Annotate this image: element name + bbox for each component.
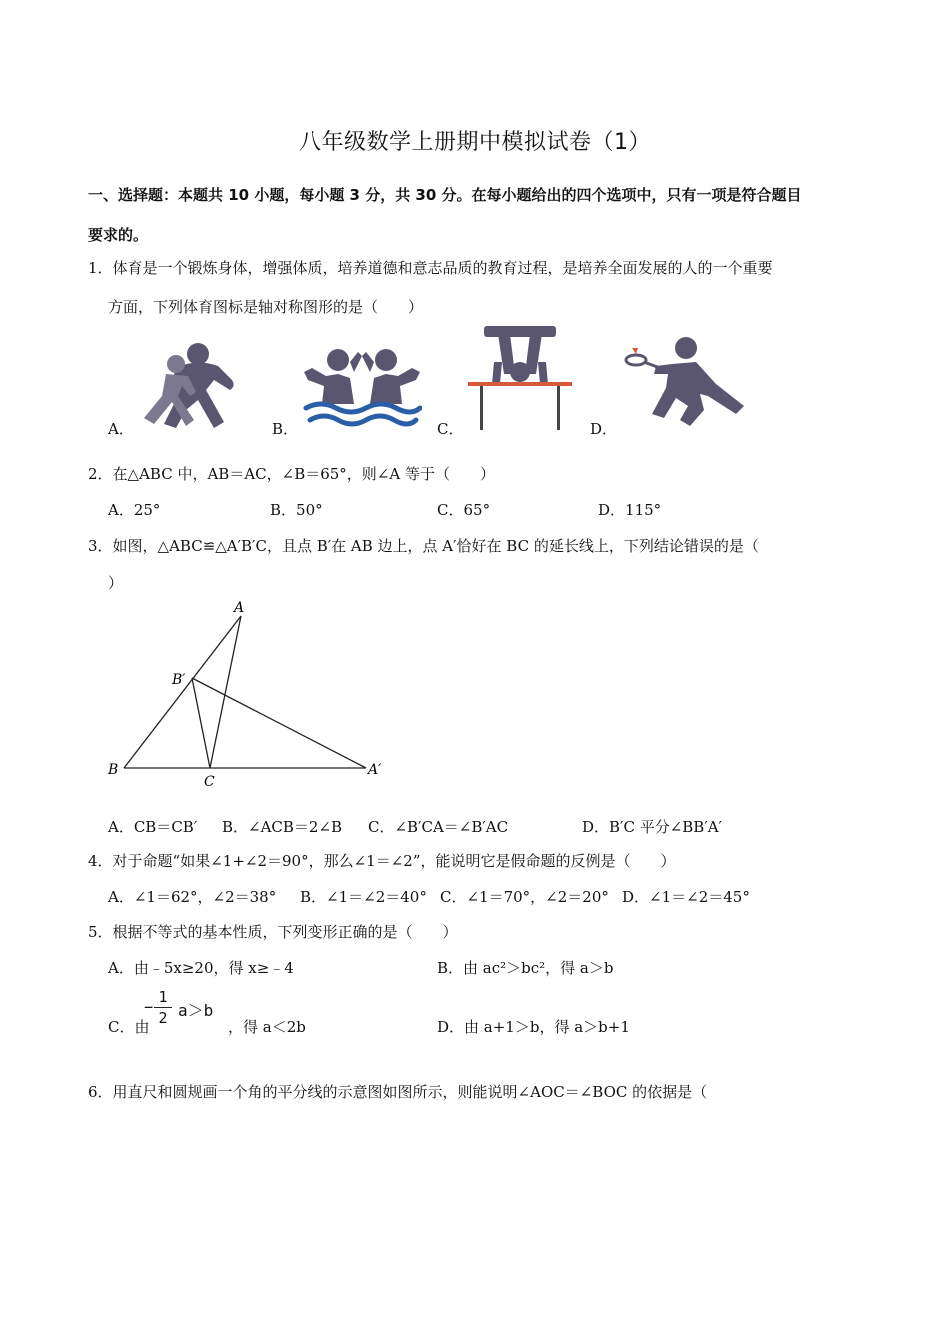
fraction-denominator: 2	[158, 1009, 168, 1027]
q1-option-b-label: B．	[272, 420, 299, 438]
point-a-label: A	[234, 600, 245, 616]
q4-option-a: A．∠1＝62°，∠2＝38°	[108, 888, 277, 906]
q3-option-d: D．B′C 平分∠BB′A′	[582, 818, 722, 836]
segment-ac	[210, 616, 241, 768]
q1-option-a-label: A．	[108, 420, 134, 438]
point-a-prime-label: A′	[368, 762, 382, 778]
q3-option-a: A．CB＝CB′	[108, 818, 198, 836]
q5-option-a: A．由﹣5x≥20，得 x≥﹣4	[108, 959, 294, 977]
badminton-icon	[624, 334, 748, 430]
q1-stem-line2: 方面，下列体育图标是轴对称图形的是（ ）	[108, 298, 424, 316]
q1-option-c-label: C．	[437, 420, 464, 438]
section-header-line1: 一、选择题：本题共 10 小题，每小题 3 分，共 30 分。在每小题给出的四个选项中，只有一项是符合题目	[88, 186, 802, 204]
q4-option-d: D．∠1＝∠2＝45°	[622, 888, 750, 906]
segment-b-prime-a-prime	[192, 678, 366, 768]
q3-stem-line2: ）	[108, 574, 124, 592]
wrestling-icon	[136, 340, 258, 432]
fraction-bar	[154, 1007, 172, 1008]
point-b-label: B	[108, 762, 119, 778]
water-polo-icon	[302, 342, 422, 432]
q5-stem: 5．根据不等式的基本性质，下列变形正确的是（ ）	[88, 923, 458, 941]
q3-option-c: C．∠B′CA＝∠B′AC	[368, 818, 509, 836]
q4-option-b: B．∠1＝∠2＝40°	[300, 888, 427, 906]
triangle-figure	[100, 594, 400, 794]
q2-stem: 2．在△ABC 中，AB＝AC，∠B＝65°，则∠A 等于（ ）	[88, 465, 495, 483]
segment-ba	[124, 616, 241, 768]
fraction-numerator: 1	[158, 988, 168, 1006]
point-c-label: C	[204, 774, 215, 790]
q5-option-c-suffix: ，得 a＜2b	[228, 1018, 306, 1036]
q4-stem: 4．对于命题“如果∠1+∠2＝90°，那么∠1＝∠2”，能说明它是假命题的反例是（ ）	[88, 852, 676, 870]
q2-option-a: A．25°	[108, 501, 161, 519]
q1-stem-line1: 1．体育是一个锻炼身体，增强体质，培养道德和意志品质的教育过程，是培养全面发展的人的一个重要	[88, 259, 773, 277]
q5-option-b: B．由 ac²＞bc²，得 a＞b	[437, 959, 614, 977]
q5-option-d: D．由 a+1＞b，得 a＞b+1	[437, 1018, 630, 1036]
q6-stem: 6．用直尺和圆规画一个角的平分线的示意图如图所示，则能说明∠AOC＝∠BOC 的依据是（	[88, 1083, 708, 1101]
q5-option-c-fraction: − 1 2	[154, 988, 172, 1027]
q4-option-c: C．∠1＝70°，∠2＝20°	[440, 888, 609, 906]
q2-option-c: C．65°	[437, 501, 491, 519]
q2-option-d: D．115°	[598, 501, 662, 519]
point-b-prime-label: B′	[172, 672, 186, 688]
q3-option-b: B．∠ACB＝2∠B	[222, 818, 343, 836]
page-title: 八年级数学上册期中模拟试卷（1）	[299, 130, 651, 155]
q1-option-d-label: D．	[590, 420, 618, 438]
section-header-line2: 要求的。	[88, 226, 149, 244]
q2-option-b: B．50°	[270, 501, 323, 519]
q5-option-c-expr: a＞b	[178, 1001, 214, 1020]
gymnastics-icon	[464, 326, 576, 432]
segment-b-prime-c	[192, 678, 210, 768]
q5-option-c-prefix: C．由	[108, 1018, 150, 1036]
q3-stem-line1: 3．如图，△ABC≌△A′B′C，且点 B′在 AB 边上，点 A′恰好在 BC 的延长线上，下列结论错误的是（	[88, 537, 759, 555]
